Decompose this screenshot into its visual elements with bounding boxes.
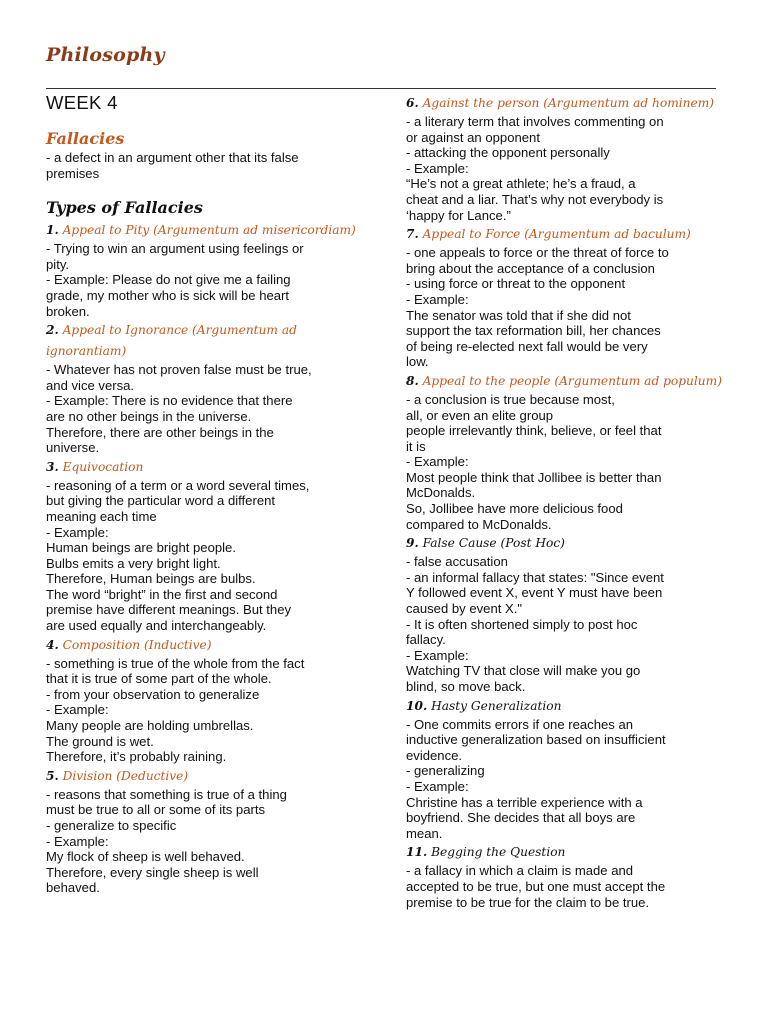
fallacy-text-line: Most people think that Jollibee is better than [406, 469, 662, 485]
fallacy-text-line: - from your observation to generalize [46, 686, 260, 702]
fallacy-text-line: behaved. [46, 880, 100, 896]
fallacy-name: Composition (Inductive) [58, 637, 212, 652]
fallacy-item [46, 220, 366, 319]
fallacy-name: Against the person (Argumentum ad hominem) [418, 96, 715, 110]
fallacy-text-line: - something is true of the whole from the fact [46, 655, 305, 671]
week-heading: WEEK 4 [46, 92, 118, 113]
fallacy-title [406, 224, 724, 245]
fallacy-text-line: pity. [46, 256, 70, 272]
fallacy-text-line: but giving the particular word a different [46, 493, 276, 509]
fallacy-text-line: of being re-elected next fall would be very [406, 338, 648, 354]
fallacy-text-line: fallacy. [406, 632, 446, 648]
fallacy-text-line: grade, my mother who is sick will be heart [46, 287, 290, 303]
fallacy-text-line: - attacking the opponent personally [406, 145, 610, 161]
fallacy-number: 10. [406, 698, 428, 713]
fallacy-name: Appeal to the people (Argumentum ad populum) [418, 373, 722, 388]
fallacy-text-line: support the tax reformation bill, her chances [406, 323, 661, 339]
fallacy-text-line: or against an opponent [406, 129, 540, 145]
fallacy-name: Equivocation [58, 459, 144, 474]
fallacy-number: 3. [46, 459, 59, 474]
fallacy-title [406, 371, 724, 392]
fallacy-text-line: universe. [46, 440, 100, 456]
fallacy-text-line: bring about the acceptance of a conclusion [406, 260, 655, 276]
fallacy-text-line: - a fallacy in which a claim is made and [406, 863, 634, 879]
fallacy-number: 9. [406, 536, 419, 551]
fallacy-text-line: ‘happy for Lance.” [406, 207, 511, 223]
fallacy-item [46, 766, 366, 896]
fallacy-name: Appeal to Force (Argumentum ad baculum) [418, 227, 691, 242]
types-heading: Types of Fallacies [46, 198, 203, 218]
fallacy-item [406, 224, 724, 370]
fallacy-text-line: that it is true of some part of the whole. [46, 671, 272, 687]
fallacy-text-line: - reasons that something is true of a thing [46, 786, 287, 802]
fallacy-name: Hasty Generalization [427, 698, 562, 713]
fallacy-text-line: - a literary term that involves commenting on [406, 114, 664, 129]
fallacy-item [46, 320, 366, 456]
fallacy-name: Division (Deductive) [58, 768, 189, 783]
fallacy-text-line: - a conclusion is true because most, [406, 391, 615, 407]
fallacy-number: 6. [406, 96, 419, 110]
fallacy-text-line: So, Jollibee have more delicious food [406, 501, 623, 517]
fallacy-text-line: blind, so move back. [406, 679, 526, 694]
fallacy-text-line: Therefore, Human beings are bulbs. [46, 571, 256, 587]
fallacy-text-line: - Example: [46, 524, 109, 540]
fallacy-text-line: - Trying to win an argument using feelings or [46, 241, 304, 257]
fallacy-text-line: all, or even an elite group [406, 407, 554, 423]
fallacy-text-line: low. [406, 354, 429, 370]
fallacy-name: Appeal to Pity (Argumentum ad misericordiam) [58, 223, 356, 238]
fallacy-number: 5. [46, 768, 59, 783]
fallacy-text-line: - Example: [46, 833, 109, 849]
fallacy-name: Begging the Question [427, 845, 566, 860]
definition-line: premises [46, 165, 100, 181]
fallacy-text-line: Bulbs emits a very bright light. [46, 555, 221, 571]
fallacy-text-line: meaning each time [46, 508, 157, 524]
fallacy-item [406, 93, 724, 223]
left-fallacy-list [46, 220, 366, 896]
fallacy-text-line: it is [406, 438, 426, 454]
fallacy-item [46, 635, 366, 765]
fallacy-number: 1. [46, 223, 59, 238]
fallacy-text-line: mean. [406, 825, 443, 841]
fallacy-item [406, 533, 724, 694]
fallacy-text-line: inductive generalization based on insufficient [406, 732, 666, 748]
fallacy-text-line: - false accusation [406, 554, 508, 570]
fallacy-text-line: accepted to be true, but one must accept the [406, 878, 666, 894]
fallacy-text-line: - Example: Please do not give me a failing [46, 272, 291, 288]
fallacy-title [46, 635, 366, 656]
fallacy-text-line: and vice versa. [46, 377, 135, 393]
fallacy-text-line: The senator was told that if she did not [406, 307, 631, 323]
fallacy-text-line: Therefore, there are other beings in the [46, 424, 274, 440]
fallacy-text-line: The ground is wet. [46, 733, 154, 749]
fallacy-text-line: - Example: [406, 291, 469, 307]
fallacy-text-line: premise to be true for the claim to be true. [406, 894, 650, 910]
fallacy-number: 7. [406, 227, 419, 242]
fallacy-text-line: must be true to all or some of its parts [46, 802, 266, 818]
fallacies-heading: Fallacies [46, 129, 125, 148]
fallacy-item [46, 457, 366, 634]
fallacy-text-line: Christine has a terrible experience with a [406, 794, 643, 810]
fallacy-text-line: - Example: [406, 778, 469, 794]
fallacy-text-line: - Example: [46, 702, 109, 718]
fallacy-item [406, 842, 724, 910]
fallacy-text-line: - reasoning of a term or a word several times, [46, 477, 310, 493]
fallacy-text-line: Therefore, it’s probably raining. [46, 749, 227, 765]
fallacy-text-line: Therefore, every single sheep is well [46, 864, 259, 880]
fallacy-text-line: compared to McDonalds. [406, 516, 552, 532]
fallacy-text-line: broken. [46, 303, 90, 319]
fallacy-name: False Cause (Post Hoc) [418, 536, 565, 551]
right-fallacy-list [406, 93, 724, 910]
fallacy-title [406, 533, 724, 554]
fallacy-text-line: Watching TV that close will make you go [406, 663, 641, 679]
fallacy-text-line: people irrelevantly think, believe, or feel that [406, 423, 662, 439]
fallacy-text-line: Y followed event X, event Y must have been [406, 585, 663, 601]
fallacy-text-line: - using force or threat to the opponent [406, 276, 626, 292]
page-title: Philosophy [46, 44, 165, 66]
fallacy-text-line: “He’s not a great athlete; he’s a fraud, a [406, 176, 636, 192]
fallacy-text-line: - an informal fallacy that states: "Since event [406, 569, 664, 585]
fallacy-text-line: The word “bright” in the first and second [46, 586, 278, 602]
fallacy-text-line: Many people are holding umbrellas. [46, 718, 254, 734]
fallacy-text-line: - generalize to specific [46, 818, 177, 833]
header-divider [46, 88, 716, 89]
fallacy-text-line: premise have different meanings. But they [46, 602, 292, 618]
fallacy-text-line: - Example: [406, 454, 469, 470]
fallacy-name: Appeal to Ignorance (Argumentum ad ignorantiam) [46, 323, 297, 359]
fallacy-title [46, 766, 366, 787]
fallacy-text-line: - Example: There is no evidence that there [46, 393, 293, 409]
fallacy-text-line: Human beings are bright people. [46, 540, 236, 556]
fallacy-item [406, 371, 724, 532]
fallacy-number: 2. [46, 323, 59, 338]
fallacy-title [46, 457, 366, 478]
fallacy-title [406, 93, 724, 114]
fallacy-title [46, 220, 366, 241]
fallacy-text-line: My flock of sheep is well behaved. [46, 849, 245, 865]
fallacy-number: 4. [46, 637, 59, 652]
right-column [406, 92, 724, 910]
fallacy-text-line: are no other beings in the universe. [46, 408, 252, 424]
fallacy-item [406, 696, 724, 842]
fallacy-text-line: - Example: [406, 647, 469, 663]
fallacy-text-line: - generalizing [406, 763, 485, 779]
fallacy-title [406, 842, 724, 863]
fallacy-text-line: - It is often shortened simply to post hoc [406, 616, 638, 632]
definition-line: - a defect in an argument other that its false [46, 150, 299, 165]
fallacy-text-line: McDonalds. [406, 485, 476, 501]
fallacy-title [406, 696, 724, 717]
fallacy-text-line: - One commits errors if one reaches an [406, 716, 634, 732]
fallacy-text-line: cheat and a liar. That’s why not everybody is [406, 191, 664, 207]
fallacy-text-line: - Whatever has not proven false must be true, [46, 362, 312, 378]
fallacy-title [46, 320, 366, 362]
fallacy-text-line: - one appeals to force or the threat of force to [406, 245, 669, 261]
left-column [46, 92, 366, 896]
fallacy-number: 11. [406, 845, 428, 860]
fallacies-definition [46, 150, 366, 181]
fallacy-text-line: boyfriend. She decides that all boys are [406, 810, 636, 826]
fallacy-number: 8. [406, 373, 419, 388]
fallacy-text-line: are used equally and interchangeably. [46, 618, 267, 634]
fallacy-text-line: - Example: [406, 160, 469, 176]
fallacy-text-line: caused by event X." [406, 601, 523, 617]
fallacy-text-line: evidence. [406, 747, 463, 763]
